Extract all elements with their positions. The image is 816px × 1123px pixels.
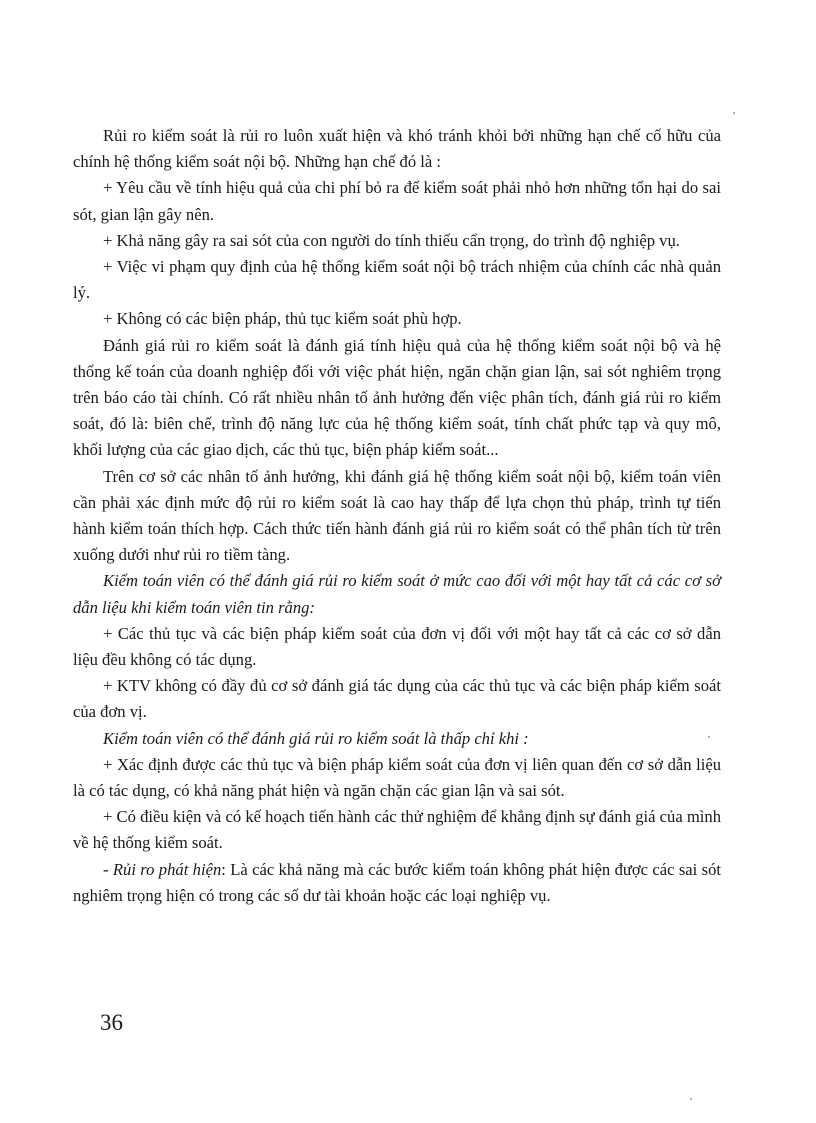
scan-speck xyxy=(733,112,735,114)
detection-risk-definition: : Là các khả năng mà các bước kiểm toán không phát hiện được các sai sót nghiêm trọng hiện có trong các số dư tài khoản hoặc các loại nghiệp vụ. xyxy=(73,859,721,905)
detection-risk-term: Rủi ro phát hiện xyxy=(112,859,222,879)
paragraph-high-risk-heading: Kiểm toán viên có thể đánh giá rủi ro kiểm soát ở mức cao đối với một hay tất cả các cơ sở dẫn liệu khi kiểm toán viên tin rằng: xyxy=(73,571,721,617)
detection-risk-prefix: - xyxy=(103,859,113,879)
scan-speck xyxy=(690,1098,692,1100)
scan-speck xyxy=(708,736,710,738)
list-item-insufficient-basis: + KTV không có đầy đủ cơ sở đánh giá tác dụng của các thủ tục và các biện pháp kiểm soát của đơn vị. xyxy=(73,676,721,722)
list-item-management-violation: + Việc vi phạm quy định của hệ thống kiểm soát nội bộ trách nhiệm của chính các nhà quản lý. xyxy=(73,257,721,303)
list-item-human-error: + Khả năng gây ra sai sót của con người do tính thiếu cẩn trọng, do trình độ nghiệp vụ. xyxy=(103,230,680,250)
paragraph-control-risk-intro: Rủi ro kiểm soát là rủi ro luôn xuất hiện và khó tránh khỏi bởi những hạn chế cố hữu của chính hệ thống kiểm soát nội bộ. Những hạn chế đó là : xyxy=(73,126,721,172)
paragraph-low-risk-heading: Kiểm toán viên có thể đánh giá rủi ro kiểm soát là thấp chỉ khi : xyxy=(103,728,529,748)
paragraph-detection-risk xyxy=(73,857,721,909)
list-item-ineffective-controls: + Các thủ tục và các biện pháp kiểm soát của đơn vị đối với một hay tất cả các cơ sở dẫn liệu đều không có tác dụng. xyxy=(73,623,721,670)
document-body xyxy=(73,123,721,909)
list-item-testing-plan: + Có điều kiện và có kế hoạch tiến hành các thử nghiệm để khẳng định sự đánh giá của mình về hệ thống kiểm soát. xyxy=(73,807,721,853)
paragraph-assessing-control-risk: Đánh giá rủi ro kiểm soát là đánh giá tính hiệu quả của hệ thống kiểm soát nội bộ và hệ thống kế toán của doanh nghiệp đối với việc phát hiện, ngăn chặn gian lận, sai sót nghiêm trọng trên báo cáo tài chính. Có rất nhiều nhân tố ảnh hưởng đến việc phân tích, đánh giá rủi ro kiểm soát, đó là: biên chế, trình độ năng lực của hệ thống kiểm soát, tính chất phức tạp và quy mô, khối lượng của các giao dịch, các thủ tục, biện pháp kiểm soát... xyxy=(73,335,721,460)
paragraph-influencing-factors: Trên cơ sở các nhân tố ảnh hưởng, khi đánh giá hệ thống kiểm soát nội bộ, kiểm toán viên cần phải xác định mức độ rủi ro kiểm soát là cao hay thấp để lựa chọn thủ pháp, trình tự tiến hành kiểm toán thích hợp. Cách thức tiến hành đánh giá rủi ro kiểm soát có thể phân tích từ trên xuống dưới như rủi ro tiềm tàng. xyxy=(73,466,721,565)
list-item-cost-efficiency: + Yêu cầu về tính hiệu quả của chi phí bỏ ra để kiểm soát phải nhỏ hơn những tổn hại do sai sót, gian lận gây nên. xyxy=(73,178,721,224)
list-item-no-procedures: + Không có các biện pháp, thủ tục kiểm soát phù hợp. xyxy=(103,309,462,329)
page-number: 36 xyxy=(100,1010,123,1035)
list-item-effective-controls: + Xác định được các thủ tục và biện pháp kiểm soát của đơn vị liên quan đến cơ sở dẫn liệu là có tác dụng, có khả năng phát hiện và ngăn chặn các gian lận và sai sót. xyxy=(73,754,721,801)
